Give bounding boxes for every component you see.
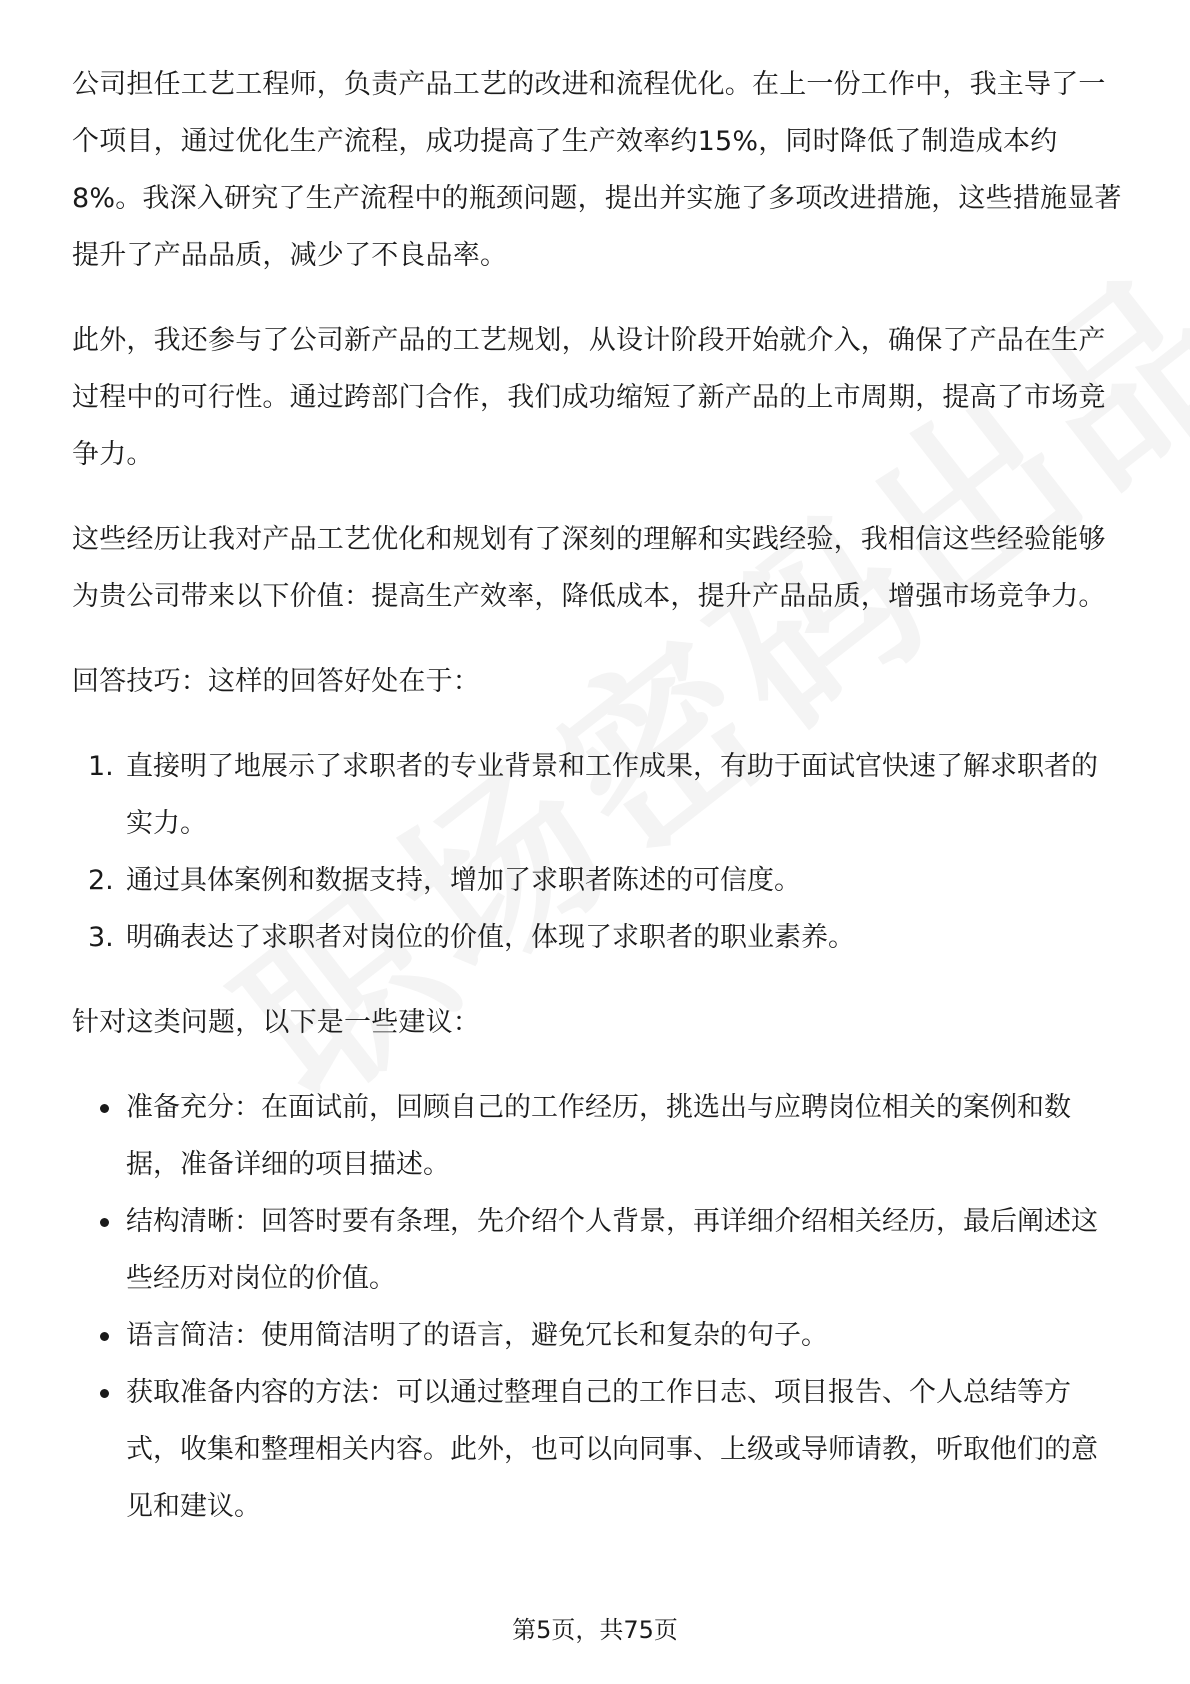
- document-body: [72, 56, 1122, 1563]
- list-item-text: 准备充分：在面试前，回顾自己的工作经历，挑选出与应聘岗位相关的案例和数据，准备详细的项目描述。: [126, 1092, 1071, 1180]
- tips-heading: 回答技巧：这样的回答好处在于：: [72, 666, 480, 697]
- advice-list: [72, 1079, 1122, 1535]
- list-item: [72, 738, 1122, 852]
- advice-heading: 针对这类问题，以下是一些建议：: [72, 1007, 480, 1038]
- list-item: [72, 1193, 1122, 1307]
- list-item-text: 语言简洁：使用简洁明了的语言，避免冗长和复杂的句子。: [126, 1320, 828, 1351]
- paragraph: 这些经历让我对产品工艺优化和规划有了深刻的理解和实践经验，我相信这些经验能够为贵公司带来以下价值：提高生产效率，降低成本，提升产品品质，增强市场竞争力。: [72, 524, 1106, 612]
- page-number: 第5页，共75页: [512, 1616, 678, 1644]
- bullet-icon: [100, 1389, 109, 1398]
- paragraph: 公司担任工艺工程师，负责产品工艺的改进和流程优化。在上一份工作中，我主导了一个项目，通过优化生产流程，成功提高了生产效率约15%，同时降低了制造成本约8%。我深入研究了生产流程中的瓶颈问题，提出并实施了多项改进措施，这些措施显著提升了产品品质，减少了不良品率。: [72, 69, 1122, 271]
- list-item: [72, 1307, 1122, 1364]
- list-item: [72, 1364, 1122, 1535]
- list-number: 2.: [88, 865, 114, 896]
- tips-list: [72, 738, 1122, 966]
- paragraph: 此外，我还参与了公司新产品的工艺规划，从设计阶段开始就介入，确保了产品在生产过程中的可行性。通过跨部门合作，我们成功缩短了新产品的上市周期，提高了市场竞争力。: [72, 325, 1106, 470]
- bullet-icon: [100, 1218, 109, 1227]
- list-number: 3.: [88, 922, 114, 953]
- list-item-text: 直接明了地展示了求职者的专业背景和工作成果，有助于面试官快速了解求职者的实力。: [126, 751, 1098, 839]
- list-item-text: 明确表达了求职者对岗位的价值，体现了求职者的职业素养。: [126, 922, 855, 953]
- list-item-text: 通过具体案例和数据支持，增加了求职者陈述的可信度。: [126, 865, 801, 896]
- bullet-icon: [100, 1104, 109, 1113]
- bullet-icon: [100, 1332, 109, 1341]
- list-item-text: 结构清晰：回答时要有条理，先介绍个人背景，再详细介绍相关经历，最后阐述这些经历对岗位的价值。: [126, 1206, 1098, 1294]
- list-item-text: 获取准备内容的方法：可以通过整理自己的工作日志、项目报告、个人总结等方式，收集和整理相关内容。此外，也可以向同事、上级或导师请教，听取他们的意见和建议。: [126, 1377, 1098, 1522]
- list-item: [72, 1079, 1122, 1193]
- list-number: 1.: [88, 751, 114, 782]
- list-item: [72, 909, 1122, 966]
- list-item: [72, 852, 1122, 909]
